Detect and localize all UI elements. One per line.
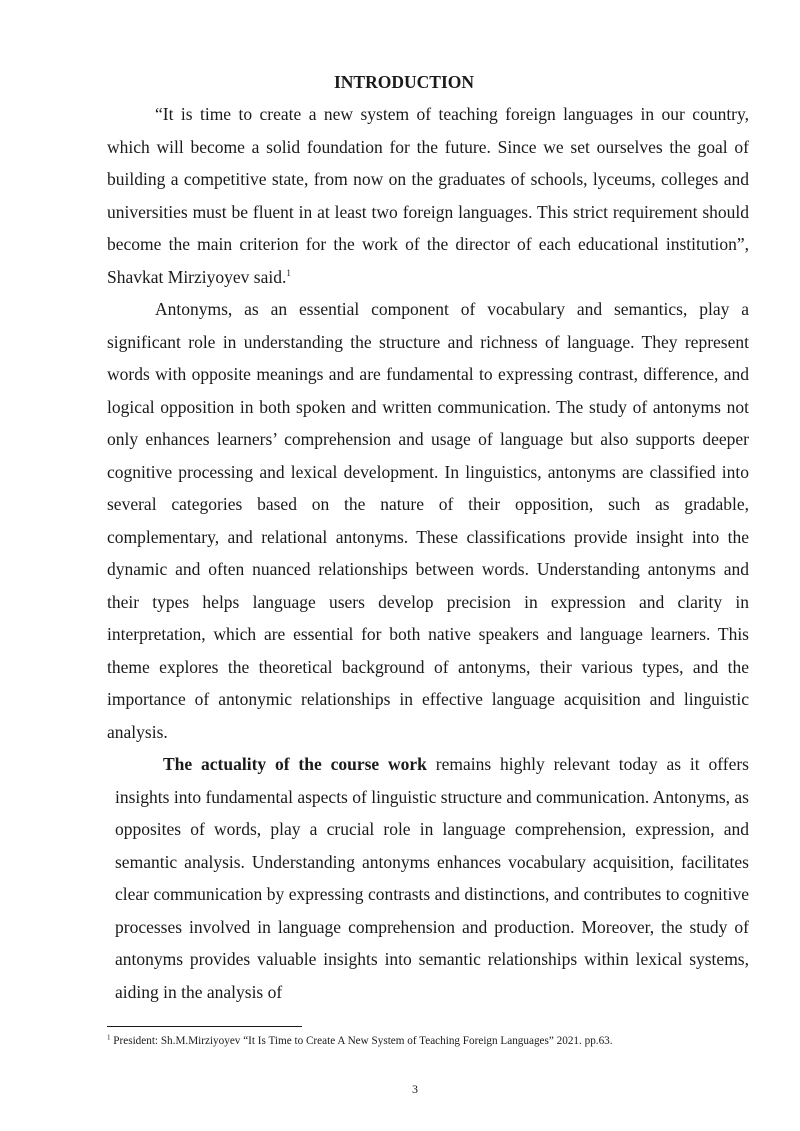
page-title: INTRODUCTION xyxy=(333,72,475,92)
footnote-divider xyxy=(107,1026,302,1027)
actuality-paragraph xyxy=(115,748,749,1008)
quote-paragraph xyxy=(107,98,749,293)
page-number: 3 xyxy=(412,1082,418,1096)
antonyms-paragraph xyxy=(107,293,749,748)
actuality-lead: The actuality of the course work xyxy=(163,754,427,774)
antonyms-text: Antonyms, as an essential component of vocabulary and semantics, play a significant role in understanding the structure and richness of language. They represent words with opposite meanings and are fundamental to expressing contrast, difference, and logical opposition in both spoken and written communication. The study of antonyms not only enhances learners’ comprehension and usage of language but also supports deeper cognitive processing and lexical development. In linguistics, antonyms are classified into several categories based on the nature of their opposition, such as gradable, complementary, and relational antonyms. These classifications provide insight into the dynamic and often nuanced relationships between words. Understanding antonyms and their types helps language users develop precision in expression and clarity in interpretation, which are essential for both native speakers and language learners. This theme explores the theoretical background of antonyms, their various types, and the importance of antonymic relationships in effective language acquisition and linguistic analysis. xyxy=(107,299,749,742)
footnote-text: President: Sh.M.Mirziyoyev “It Is Time to Create A New System of Teaching Foreign Languages” 2021. pp.63. xyxy=(110,1035,613,1047)
footnote-marker: 1 xyxy=(107,1033,111,1042)
actuality-text: remains highly relevant today as it offers insights into fundamental aspects of linguistic structure and communication. Antonyms, as opposites of words, play a crucial role in language comprehension, expression, and semantic analysis. Understanding antonyms enhances vocabulary acquisition, facilitates clear communication by expressing contrasts and distinctions, and contributes to cognitive processes involved in language comprehension and production. Moreover, the study of antonyms provides valuable insights into semantic relationships within lexical systems, aiding in the analysis of xyxy=(115,754,749,1002)
quote-text: “It is time to create a new system of teaching foreign languages in our country, which will become a solid foundation for the future. Since we set ourselves the goal of building a competitive state, from now on the graduates of schools, lyceums, colleges and universities must be fluent in at least two foreign languages. This strict requirement should become the main criterion for the work of the director of each educational institution”, Shavkat Mirziyoyev said. xyxy=(107,104,749,287)
footnote-reference[interactable]: 1 xyxy=(286,267,291,278)
footnote xyxy=(107,1034,767,1048)
body-text xyxy=(107,98,749,1008)
